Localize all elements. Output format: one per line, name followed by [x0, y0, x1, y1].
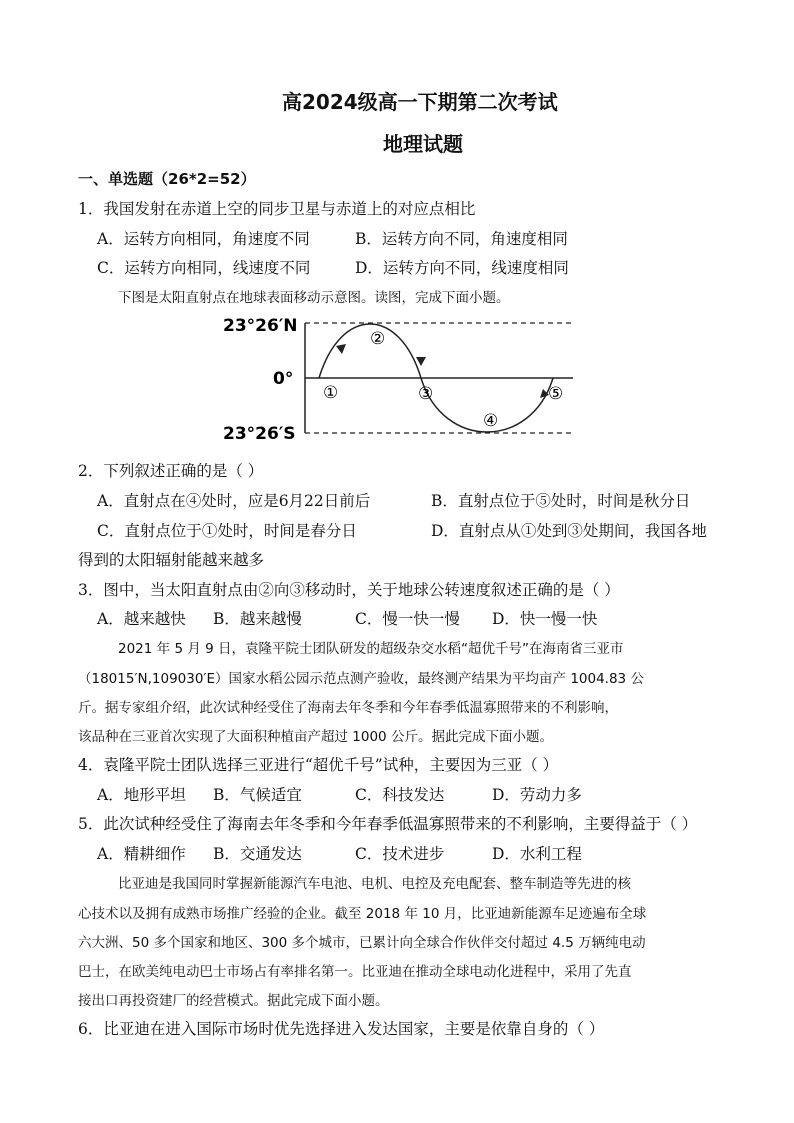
material-2-line-1: 2021 年 5 月 9 日，袁隆平院士团队研发的超级杂交水稻“超优千号”在海南省三亚市	[118, 641, 624, 657]
question-5-option-d: D．水利工程	[492, 845, 582, 863]
question-3-option-a: A．越来越快	[97, 610, 186, 628]
question-2-option-c: C．直射点位于①处时，时间是春分日	[97, 522, 357, 540]
question-5-option-c: C．技术进步	[355, 845, 445, 863]
question-3-stem: 3．图中，当太阳直射点由②向③移动时，关于地球公转速度叙述正确的是（ ）	[78, 581, 620, 599]
material-2-line-3: 斤。据专家组介绍，此次试种经受住了海南去年冬季和今年春季低温寡照带来的不利影响，	[78, 700, 618, 716]
subsolar-point-diagram	[215, 306, 585, 448]
exam-subtitle: 地理试题	[383, 132, 463, 156]
question-4-option-d: D．劳动力多	[492, 786, 582, 804]
question-1-option-b: B．运转方向不同，角速度相同	[355, 230, 568, 248]
question-1-stem: 1．我国发射在赤道上空的同步卫星与赤道上的对应点相比	[78, 200, 476, 218]
question-1-option-c: C．运转方向相同，线速度不同	[97, 259, 311, 277]
question-2-option-b: B．直射点位于⑤处时，时间是秋分日	[431, 492, 691, 510]
exam-title: 高2024级高一下期第二次考试	[282, 90, 558, 114]
material-intro-1: 下图是太阳直射点在地球表面移动示意图。读图，完成下面小题。	[118, 290, 510, 306]
label-north-tropic: 23°26′N	[223, 316, 298, 336]
question-1-option-a: A．运转方向相同，角速度不同	[97, 230, 310, 248]
point-3-marker: ③	[418, 384, 434, 404]
question-4-option-b: B．气候适宜	[213, 786, 302, 804]
question-6-stem: 6．比亚迪在进入国际市场时优先选择进入发达国家，主要是依靠自身的（ ）	[78, 1020, 605, 1038]
material-2-line-2: （18015′N,109030′E）国家水稻公园示范点测产验收，最终测产结果为平均亩产 1004.83 公	[78, 671, 644, 687]
question-5-stem: 5．此次试种经受住了海南去年冬季和今年春季低温寡照带来的不利影响，主要得益于（ ）	[78, 815, 698, 833]
material-2-line-4: 该品种在三亚首次实现了大面积种植亩产超过 1000 公斤。据此完成下面小题。	[78, 729, 553, 745]
question-3-option-b: B．越来越慢	[213, 610, 302, 628]
question-4-stem: 4．袁隆平院士团队选择三亚进行“超优千号”试种，主要因为三亚（ ）	[78, 756, 559, 774]
point-2-marker: ②	[370, 329, 386, 349]
question-4-option-c: C．科技发达	[355, 786, 445, 804]
point-4-marker: ④	[483, 411, 499, 431]
question-4-option-a: A．地形平坦	[97, 786, 186, 804]
question-1-option-d: D．运转方向不同，线速度相同	[355, 259, 569, 277]
question-2-option-d-continued: 得到的太阳辐射能越来越多	[78, 551, 265, 569]
arrow-icon	[336, 344, 346, 354]
point-1-marker: ①	[323, 383, 339, 403]
material-3-line-4: 巴士，在欧美纯电动巴士市场占有率排名第一。比亚迪在推动全球电动化进程中，采用了先直	[78, 964, 632, 980]
question-2-option-a: A．直射点在④处时，应是6月22日前后	[97, 492, 371, 510]
material-3-line-5: 接出口再投资建厂的经营模式。据此完成下面小题。	[78, 993, 389, 1009]
point-5-marker: ⑤	[548, 384, 564, 404]
question-3-option-c: C．慢一快一慢	[355, 610, 460, 628]
material-3-line-1: 比亚迪是我国同时掌握新能源汽车电池、电机、电控及充电配套、整车制造等先进的核	[118, 876, 631, 892]
question-3-option-d: D．快一慢一快	[492, 610, 598, 628]
label-equator: 0°	[273, 369, 294, 389]
arrow-icon	[416, 357, 426, 366]
material-3-line-2: 心技术以及拥有成熟市场推广经验的企业。截至 2018 年 10 月，比亚迪新能源车足迹遍布全球	[78, 906, 647, 922]
label-south-tropic: 23°26′S	[223, 424, 296, 444]
question-2-option-d: D．直射点从①处到③处期间，我国各地	[431, 522, 707, 540]
question-5-option-b: B．交通发达	[213, 845, 302, 863]
material-3-line-3: 六大洲、50 多个国家和地区、300 多个城市，已累计向全球合作伙伴交付超过 4.5 万辆纯电动	[78, 935, 646, 951]
section-heading: 一、单选题（26*2=52）	[78, 170, 256, 188]
question-2-stem: 2．下列叙述正确的是（ ）	[78, 462, 264, 480]
question-5-option-a: A．精耕细作	[97, 845, 186, 863]
